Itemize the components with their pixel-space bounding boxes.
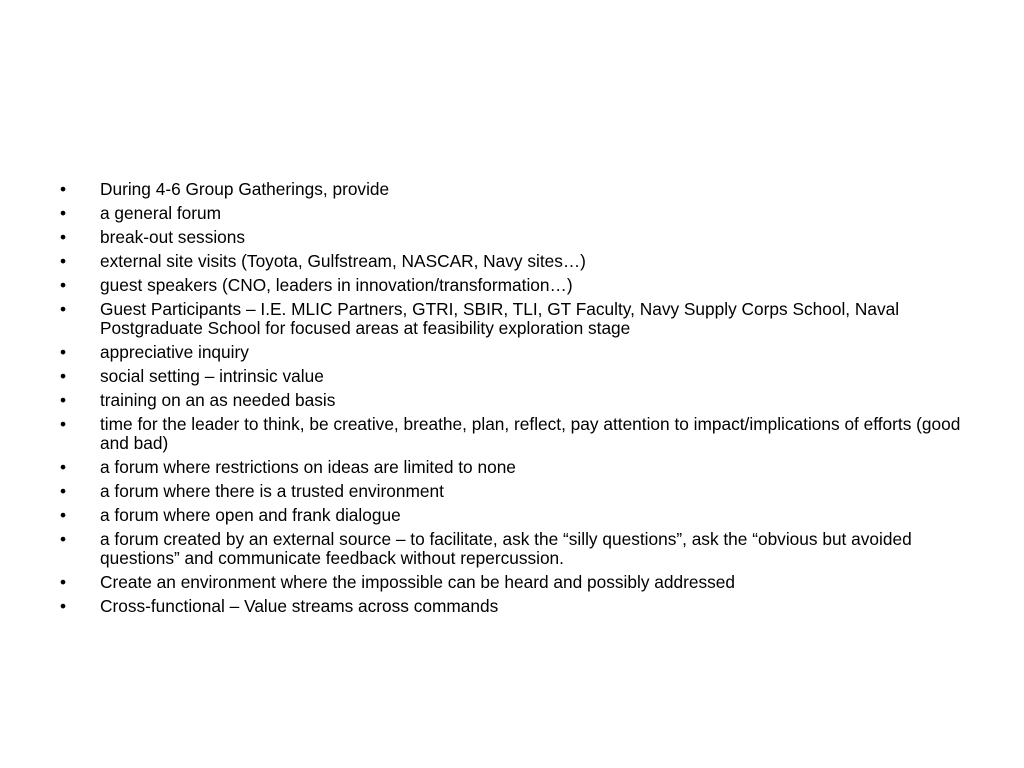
list-item xyxy=(60,367,970,386)
bullet-icon: • xyxy=(60,299,67,319)
bullet-icon: • xyxy=(60,505,67,525)
list-item xyxy=(60,506,970,525)
list-item-text: appreciative inquiry xyxy=(100,342,249,362)
list-item-text: Cross-functional – Value streams across commands xyxy=(100,596,499,616)
list-item xyxy=(60,415,970,453)
bullet-icon: • xyxy=(60,414,67,434)
list-item xyxy=(60,597,970,616)
bullet-icon: • xyxy=(60,275,67,295)
bullet-icon: • xyxy=(60,481,67,501)
list-item xyxy=(60,458,970,477)
list-item xyxy=(60,204,970,223)
bullet-icon: • xyxy=(60,366,67,386)
list-item-text: break-out sessions xyxy=(100,227,246,247)
list-item-text: Create an environment where the impossible can be heard and possibly addressed xyxy=(100,572,735,592)
list-item-text: training on an as needed basis xyxy=(100,390,336,410)
list-item-text: time for the leader to think, be creative, breathe, plan, reflect, pay attention to impact/implications of efforts (good and bad) xyxy=(100,414,961,453)
list-item-text: social setting – intrinsic value xyxy=(100,366,324,386)
list-item-text: a forum where restrictions on ideas are limited to none xyxy=(100,457,516,477)
bullet-icon: • xyxy=(60,342,67,362)
list-item xyxy=(60,276,970,295)
bullet-icon: • xyxy=(60,457,67,477)
list-item-text: a general forum xyxy=(100,203,222,223)
list-item xyxy=(60,180,970,199)
list-item-text: a forum where open and frank dialogue xyxy=(100,505,401,525)
bullet-icon: • xyxy=(60,251,67,271)
list-item-text: Guest Participants – I.E. MLIC Partners, GTRI, SBIR, TLI, GT Faculty, Navy Supply Corps School, Naval Postgraduate School for focused areas at feasibility exploration stage xyxy=(100,299,900,338)
bullet-icon: • xyxy=(60,179,67,199)
bullet-icon: • xyxy=(60,596,67,616)
list-item-text: a forum where there is a trusted environment xyxy=(100,481,444,501)
list-item xyxy=(60,300,970,338)
list-item xyxy=(60,228,970,247)
bullet-icon: • xyxy=(60,572,67,592)
list-item xyxy=(60,252,970,271)
bullet-list xyxy=(60,180,970,621)
list-item-text: During 4-6 Group Gatherings, provide xyxy=(100,179,390,199)
bullet-icon: • xyxy=(60,529,67,549)
list-item xyxy=(60,391,970,410)
list-item xyxy=(60,573,970,592)
bullet-icon: • xyxy=(60,227,67,247)
list-item-text: external site visits (Toyota, Gulfstream, NASCAR, Navy sites…) xyxy=(100,251,586,271)
bullet-icon: • xyxy=(60,203,67,223)
list-item xyxy=(60,530,970,568)
list-item-text: guest speakers (CNO, leaders in innovation/transformation…) xyxy=(100,275,573,295)
list-item-text: a forum created by an external source – to facilitate, ask the “silly questions”, ask the “obvious but avoided questions” and communicate feedback without repercussion. xyxy=(100,529,912,568)
bullet-icon: • xyxy=(60,390,67,410)
list-item xyxy=(60,343,970,362)
list-item xyxy=(60,482,970,501)
